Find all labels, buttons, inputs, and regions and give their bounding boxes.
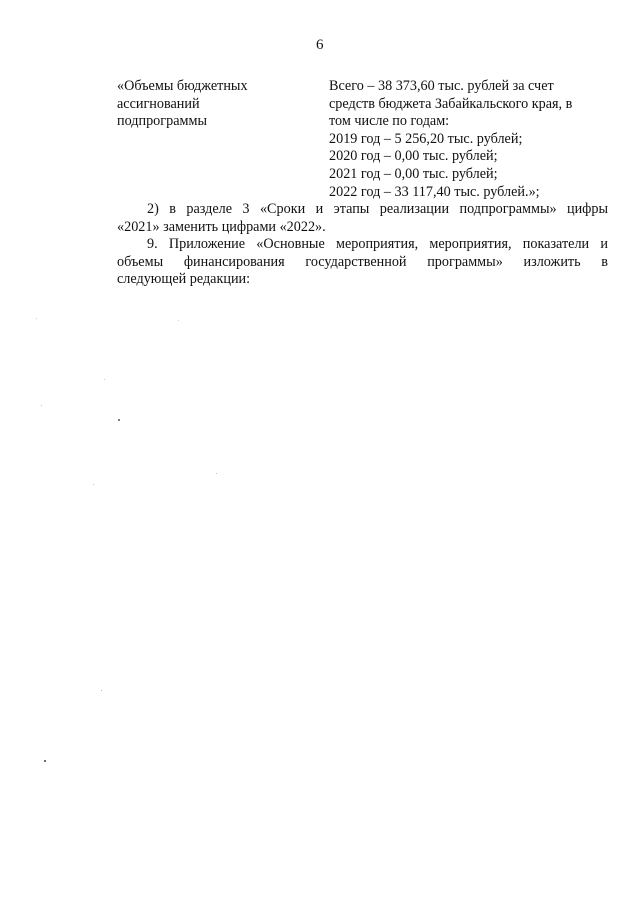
paragraph-line: следующей редакции: <box>117 271 251 288</box>
scan-speck <box>41 405 42 406</box>
scan-speck <box>216 473 217 474</box>
value-line: Всего – 38 373,60 тыс. рублей за счет <box>329 78 554 94</box>
page-number: 6 <box>316 37 324 53</box>
scan-speck <box>44 760 46 762</box>
paragraph-item-2 <box>117 201 608 236</box>
scan-speck <box>178 320 179 321</box>
scan-speck <box>118 419 120 421</box>
value-line-2019: 2019 год – 5 256,20 тыс. рублей; <box>329 130 523 147</box>
budget-volumes-value <box>329 78 629 201</box>
paragraph-line: «2021» заменить цифрами «2022». <box>117 218 326 235</box>
paragraph-line: объемы финансирования государственной программы» изложить в <box>117 253 608 270</box>
value-line-2020: 2020 год – 0,00 тыс. рублей; <box>329 148 498 165</box>
value-line: средств бюджета Забайкальского края, в <box>329 95 573 112</box>
value-line: том числе по годам: <box>329 113 450 130</box>
label-line: подпрограммы <box>117 113 207 130</box>
scan-speck <box>93 484 94 485</box>
budget-volumes-label <box>117 78 317 131</box>
paragraph-line: 2) в разделе 3 «Сроки и этапы реализации подпрограммы» цифры <box>147 201 608 217</box>
scan-speck <box>104 379 105 380</box>
scan-speck <box>36 318 37 319</box>
paragraph-line: 9. Приложение «Основные мероприятия, мероприятия, показатели и <box>147 236 608 252</box>
paragraph-item-9 <box>117 236 608 289</box>
value-line-2021: 2021 год – 0,00 тыс. рублей; <box>329 165 498 182</box>
label-line: «Объемы бюджетных <box>117 78 248 94</box>
value-line-2022: 2022 год – 33 117,40 тыс. рублей.»; <box>329 183 540 200</box>
scan-speck <box>101 690 102 691</box>
label-line: ассигнований <box>117 95 200 112</box>
